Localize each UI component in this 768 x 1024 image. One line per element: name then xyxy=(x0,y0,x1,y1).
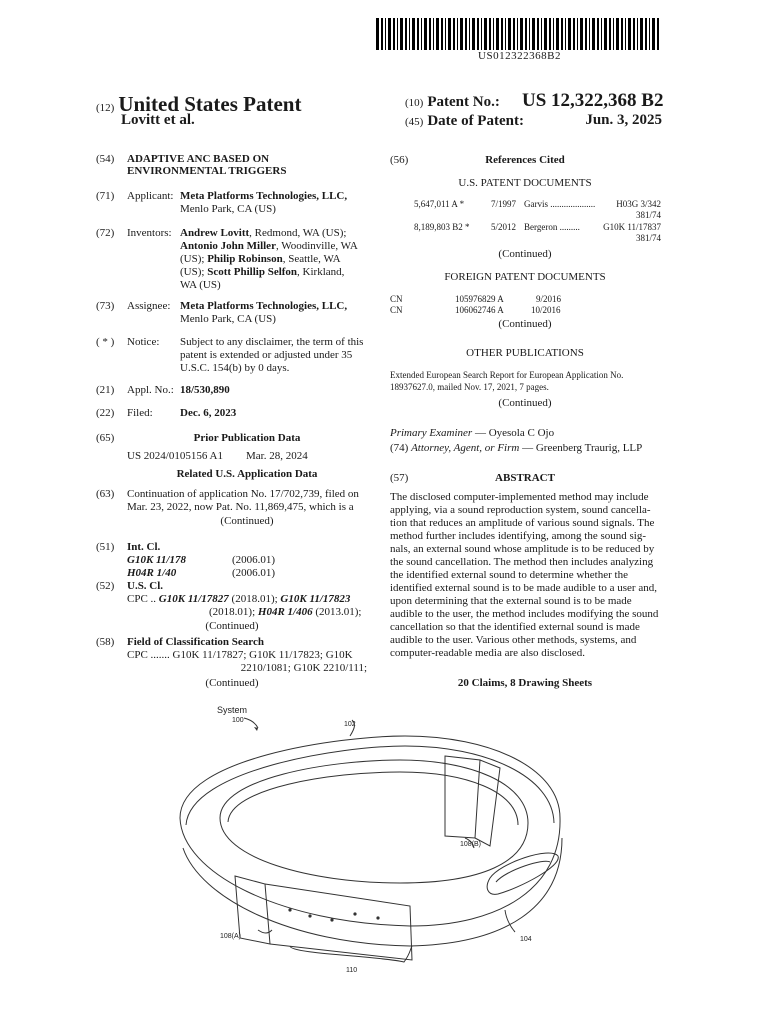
barcode-bar xyxy=(637,18,638,50)
date-of-patent: Jun. 3, 2025 xyxy=(585,112,662,128)
tag-72: (72) xyxy=(96,227,115,239)
us-ref-1-date: 7/1997 xyxy=(491,199,517,209)
inventor-2-location: , Woodinville, WA xyxy=(275,240,358,252)
barcode-bar xyxy=(529,18,530,50)
inventors-short: Lovitt et al. xyxy=(121,112,195,128)
barcode-bar xyxy=(532,18,535,50)
barcode-bar xyxy=(448,18,451,50)
cpc-line-1-prefix: CPC .. xyxy=(127,593,157,605)
label-104: 104 xyxy=(520,936,532,943)
applicant-name: Meta Platforms Technologies, LLC, xyxy=(180,190,348,202)
barcode-bar xyxy=(589,18,590,50)
tag-21: (21) xyxy=(96,384,115,396)
inventor-4-prefix: (US); xyxy=(180,266,208,278)
us-ref-1-subclass: 381/74 xyxy=(635,210,661,220)
barcode-bar xyxy=(481,18,482,50)
us-ref-2-date: 5/2012 xyxy=(491,222,517,232)
barcode-bar xyxy=(489,18,491,50)
inventor-3-location: , Seattle, WA xyxy=(282,253,341,265)
barcode-bar xyxy=(508,18,511,50)
label-system: System xyxy=(217,705,248,715)
barcode-bar xyxy=(640,18,643,50)
foreign-docs-continued: (Continued) xyxy=(498,318,552,330)
cpc-line-2-prefix: (2018.01); xyxy=(209,606,258,618)
tag-45: (45) xyxy=(405,116,424,128)
patent-country: United States Patent xyxy=(118,92,302,116)
barcode-bar xyxy=(597,18,599,50)
cpc-code-2: G10K 11/17823 xyxy=(280,593,351,605)
tag-74: (74) xyxy=(390,442,412,454)
attorney-line xyxy=(390,442,642,455)
inventor-1 xyxy=(180,227,346,240)
notice-tag: ( * ) xyxy=(96,336,115,348)
tag-56: (56) xyxy=(390,154,409,166)
us-ref-1-class: H03G 3/342 xyxy=(616,199,661,209)
barcode-bar xyxy=(496,18,499,50)
examiner-name: — Oyesola C Ojo xyxy=(472,427,555,439)
barcode-bar xyxy=(469,18,470,50)
tag-22: (22) xyxy=(96,407,115,419)
date-of-patent-line xyxy=(405,112,524,130)
foreign-ref-1-number: 105976829 A xyxy=(455,294,504,304)
other-pub-line-1: Extended European Search Report for European Application No. xyxy=(390,370,624,380)
contact-dot xyxy=(376,916,379,919)
barcode-bar xyxy=(657,18,659,50)
leader-108a xyxy=(258,930,272,933)
contact-dot xyxy=(330,918,333,921)
cpc-continued: (Continued) xyxy=(205,620,259,632)
barcode-bar xyxy=(501,18,503,50)
barcode-bar xyxy=(433,18,434,50)
barcode-bar xyxy=(409,18,410,50)
leader-104 xyxy=(505,910,515,932)
barcode-bar xyxy=(505,18,506,50)
abstract-line: the identified external sound to determine whether the xyxy=(390,569,628,581)
leader-100 xyxy=(244,718,258,728)
band-inner-rim xyxy=(228,772,518,825)
barcode-bar xyxy=(417,18,419,50)
barcode-number: US012322368B2 xyxy=(478,50,561,62)
notice-line-2: patent is extended or adjusted under 35 xyxy=(180,349,353,361)
label-102: 102 xyxy=(344,721,356,728)
foreign-docs-heading: FOREIGN PATENT DOCUMENTS xyxy=(444,271,606,283)
barcode-bar xyxy=(520,18,523,50)
barcode-bar xyxy=(453,18,455,50)
barcode-bar xyxy=(537,18,539,50)
barcode-bar xyxy=(436,18,439,50)
tag-57: (57) xyxy=(390,472,409,484)
int-cl-code-2: H04R 1/40 xyxy=(127,567,177,579)
tag-51: (51) xyxy=(96,541,115,553)
abstract-heading: ABSTRACT xyxy=(495,472,555,484)
continuation-continued: (Continued) xyxy=(220,515,274,527)
barcode-bar xyxy=(649,18,650,50)
notice-line-1: Subject to any disclaimer, the term of this xyxy=(180,336,364,348)
barcode-bar xyxy=(421,18,422,50)
inventor-3-name: Philip Robinson xyxy=(207,253,283,265)
barcode-bar xyxy=(604,18,607,50)
abstract-line: audible to the user. Various other methods, systems, and xyxy=(390,634,637,646)
barcode-bar xyxy=(568,18,571,50)
patent-number: US 12,322,368 B2 xyxy=(522,90,664,111)
band-outer-rim xyxy=(186,746,554,825)
filed-label: Filed: xyxy=(127,407,153,419)
barcode-bar xyxy=(544,18,547,50)
barcode-bar xyxy=(457,18,458,50)
us-docs-heading: U.S. PATENT DOCUMENTS xyxy=(458,177,592,189)
us-docs-continued: (Continued) xyxy=(498,248,552,260)
prior-pub-date: Mar. 28, 2024 xyxy=(246,450,308,462)
contact-dot xyxy=(288,908,291,911)
field-of-search-continued: (Continued) xyxy=(205,677,259,689)
contact-dots xyxy=(288,908,379,921)
inventor-4-name: Scott Phillip Selfon xyxy=(207,266,298,278)
barcode-bar xyxy=(580,18,583,50)
inventor-1-name: Andrew Lovitt xyxy=(180,227,250,239)
tag-63: (63) xyxy=(96,488,115,500)
related-heading: Related U.S. Application Data xyxy=(176,468,318,480)
abstract-line: the sound cancellation. The method then includes analyzing xyxy=(390,556,654,568)
abstract-line: tion that reduces an amplitude of various sound signals. The xyxy=(390,517,655,529)
barcode-bar xyxy=(385,18,386,50)
us-ref-1-name: Garvis .................... xyxy=(524,199,596,209)
prior-pub-heading: Prior Publication Data xyxy=(193,432,301,444)
applicant-label: Applicant: xyxy=(127,190,174,202)
barcode-bar xyxy=(616,18,619,50)
barcode-bar xyxy=(445,18,446,50)
tag-54: (54) xyxy=(96,153,115,165)
examiner-label: Primary Examiner xyxy=(390,427,473,439)
device-figure xyxy=(160,698,620,978)
contact-dot xyxy=(308,914,311,917)
inventor-4 xyxy=(180,266,344,279)
barcode-bar xyxy=(565,18,566,50)
abstract-line: upon determining that the external sound is to be made xyxy=(390,595,632,607)
attorney-label: Attorney, Agent, or Firm xyxy=(411,442,520,454)
barcode-bar xyxy=(405,18,407,50)
inventor-3-prefix: (US); xyxy=(180,253,208,265)
abstract-line: audible to the user, the method includes modifying the sound xyxy=(390,608,659,620)
assignee-name: Meta Platforms Technologies, LLC, xyxy=(180,300,348,312)
us-ref-1-number: 5,647,011 A * xyxy=(414,199,465,209)
filed-date: Dec. 6, 2023 xyxy=(180,407,237,419)
us-ref-2-class: G10K 11/17837 xyxy=(603,222,661,232)
appl-no: 18/530,890 xyxy=(180,384,230,396)
assignee-city: Menlo Park, CA (US) xyxy=(180,313,276,325)
barcode-bar xyxy=(517,18,518,50)
continuation-line-1: Continuation of application No. 17/702,739, filed on xyxy=(127,488,359,500)
barcode-bar xyxy=(556,18,559,50)
barcode-bar xyxy=(561,18,563,50)
barcode-bar xyxy=(484,18,487,50)
barcode-bar xyxy=(400,18,403,50)
tag-65: (65) xyxy=(96,432,115,444)
foreign-ref-1-country: CN xyxy=(390,294,403,304)
barcode-bar xyxy=(652,18,655,50)
abstract-line: applying, via a sound reproduction system, sound cancella- xyxy=(390,504,651,516)
other-pubs-heading: OTHER PUBLICATIONS xyxy=(466,347,584,359)
foreign-ref-2-date: 10/2016 xyxy=(531,305,561,315)
barcode-bar xyxy=(412,18,415,50)
barcode-bar xyxy=(609,18,611,50)
barcode-bar xyxy=(393,18,395,50)
notice-label: Notice: xyxy=(127,336,160,348)
barcode xyxy=(376,18,663,50)
int-cl-label: Int. Cl. xyxy=(127,541,161,553)
cpc-line-2-post: (2013.01); xyxy=(312,606,362,618)
abstract-line: cancellation so that the identified external sound is made xyxy=(390,621,640,633)
cpc-line-1-mid: (2018.01); xyxy=(228,593,281,605)
foreign-ref-2-country: CN xyxy=(390,305,403,315)
band-inner-opening xyxy=(220,760,528,883)
int-cl-code-1: G10K 11/178 xyxy=(127,554,186,566)
barcode-bar xyxy=(472,18,475,50)
references-heading: References Cited xyxy=(485,154,565,166)
inventor-2 xyxy=(180,240,358,253)
patent-number-line xyxy=(405,93,500,111)
cpc-line-1 xyxy=(127,593,350,606)
sensor-window-104 xyxy=(487,853,558,894)
cpc-code-3: H04R 1/406 xyxy=(257,606,313,618)
barcode-bar xyxy=(525,18,527,50)
barcode-bar xyxy=(577,18,578,50)
barcode-bar xyxy=(513,18,515,50)
barcode-bar xyxy=(465,18,467,50)
us-ref-2-name: Bergeron ......... xyxy=(524,222,580,232)
appl-no-label: Appl. No.: xyxy=(127,384,174,396)
inventor-last-line: WA (US) xyxy=(180,279,221,291)
barcode-bar xyxy=(592,18,595,50)
field-of-search-line-1: CPC ....... G10K 11/17827; G10K 11/17823; G10K xyxy=(127,649,353,661)
tag-10: (10) xyxy=(405,97,424,109)
assignee-label: Assignee: xyxy=(127,300,171,312)
us-ref-2-number: 8,189,803 B2 * xyxy=(414,222,470,232)
other-pub-line-2: 18937627.0, mailed Nov. 17, 2021, 7 pages. xyxy=(390,382,549,392)
band-outer-bottom xyxy=(180,818,560,926)
barcode-bar xyxy=(573,18,575,50)
foreign-ref-2-number: 106062746 A xyxy=(455,305,504,315)
abstract-line: nals, an external sound whose amplitude is to be reduced by xyxy=(390,543,655,555)
cpc-code-1: G10K 11/17827 xyxy=(158,593,229,605)
int-cl-version-2: (2006.01) xyxy=(232,567,276,579)
barcode-bar xyxy=(397,18,398,50)
barcode-bar xyxy=(477,18,479,50)
tag-58: (58) xyxy=(96,636,115,648)
barcode-bar xyxy=(621,18,623,50)
tag-71: (71) xyxy=(96,190,115,202)
int-cl-version-1: (2006.01) xyxy=(232,554,276,566)
continuation-line-2: Mar. 23, 2022, now Pat. No. 11,869,475, which is a xyxy=(127,501,354,513)
barcode-bar xyxy=(601,18,602,50)
field-of-search-label: Field of Classification Search xyxy=(127,636,264,648)
field-of-search-line-2: 2210/1081; G10K 2210/111; xyxy=(240,662,367,674)
barcode-bar xyxy=(424,18,427,50)
module-108b-outline xyxy=(445,756,480,838)
barcode-bar xyxy=(628,18,631,50)
inventor-2-name: Antonio John Miller xyxy=(180,240,276,252)
attorney-name: — Greenberg Traurig, LLP xyxy=(519,442,643,454)
claims-line: 20 Claims, 8 Drawing Sheets xyxy=(457,677,593,689)
us-ref-2-subclass: 381/74 xyxy=(635,233,661,243)
abstract-line: identified external sound is to be made audible to a user and, xyxy=(390,582,657,594)
inventor-1-location: , Redmond, WA (US); xyxy=(249,227,347,239)
front-segment-110 xyxy=(265,884,412,960)
barcode-bar xyxy=(625,18,626,50)
inventors-label: Inventors: xyxy=(127,227,172,239)
barcode-bar xyxy=(460,18,463,50)
sensor-window-inner xyxy=(496,861,550,882)
prior-pub-number: US 2024/0105156 A1 xyxy=(127,450,223,462)
label-108b: 108(B) xyxy=(460,841,482,848)
abstract-body xyxy=(390,491,662,660)
barcode-bar xyxy=(381,18,383,50)
cpc-line-2 xyxy=(209,606,361,619)
barcode-bar xyxy=(633,18,635,50)
label-100: 100 xyxy=(232,717,244,724)
us-cl-label: U.S. Cl. xyxy=(127,580,164,592)
abstract-line: The disclosed computer-implemented method may include xyxy=(390,491,649,503)
foreign-ref-1-date: 9/2016 xyxy=(536,294,562,304)
notice-line-3: U.S.C. 154(b) by 0 days. xyxy=(180,362,290,374)
barcode-bar xyxy=(585,18,587,50)
tag-52: (52) xyxy=(96,580,115,592)
barcode-bar xyxy=(388,18,391,50)
tag-73: (73) xyxy=(96,300,115,312)
barcode-bar xyxy=(613,18,614,50)
label-110: 110 xyxy=(346,967,358,974)
barcode-bar xyxy=(549,18,551,50)
title-line-2: ENVIRONMENTAL TRIGGERS xyxy=(127,165,287,177)
barcode-bar xyxy=(645,18,647,50)
applicant-city: Menlo Park, CA (US) xyxy=(180,203,276,215)
barcode-bar xyxy=(493,18,494,50)
title-line-1: ADAPTIVE ANC BASED ON xyxy=(127,153,270,165)
barcode-bar xyxy=(553,18,554,50)
primary-examiner xyxy=(390,427,554,440)
barcode-bar xyxy=(376,18,379,50)
barcode-bar xyxy=(541,18,542,50)
inventor-3 xyxy=(180,253,341,266)
barcode-bar xyxy=(441,18,443,50)
inventor-4-location: , Kirkland, xyxy=(297,266,345,278)
contact-dot xyxy=(353,912,356,915)
date-of-patent-label: Date of Patent: xyxy=(427,113,524,129)
tag-12: (12) xyxy=(96,102,115,114)
patent-number-label: Patent No.: xyxy=(427,94,500,110)
other-pubs-continued: (Continued) xyxy=(498,397,552,409)
label-108a: 108(A) xyxy=(220,933,242,940)
abstract-line: computer-readable media are also disclosed. xyxy=(390,647,585,659)
abstract-line: method further includes identifying, among the sound sig- xyxy=(390,530,647,542)
barcode-bar xyxy=(429,18,431,50)
